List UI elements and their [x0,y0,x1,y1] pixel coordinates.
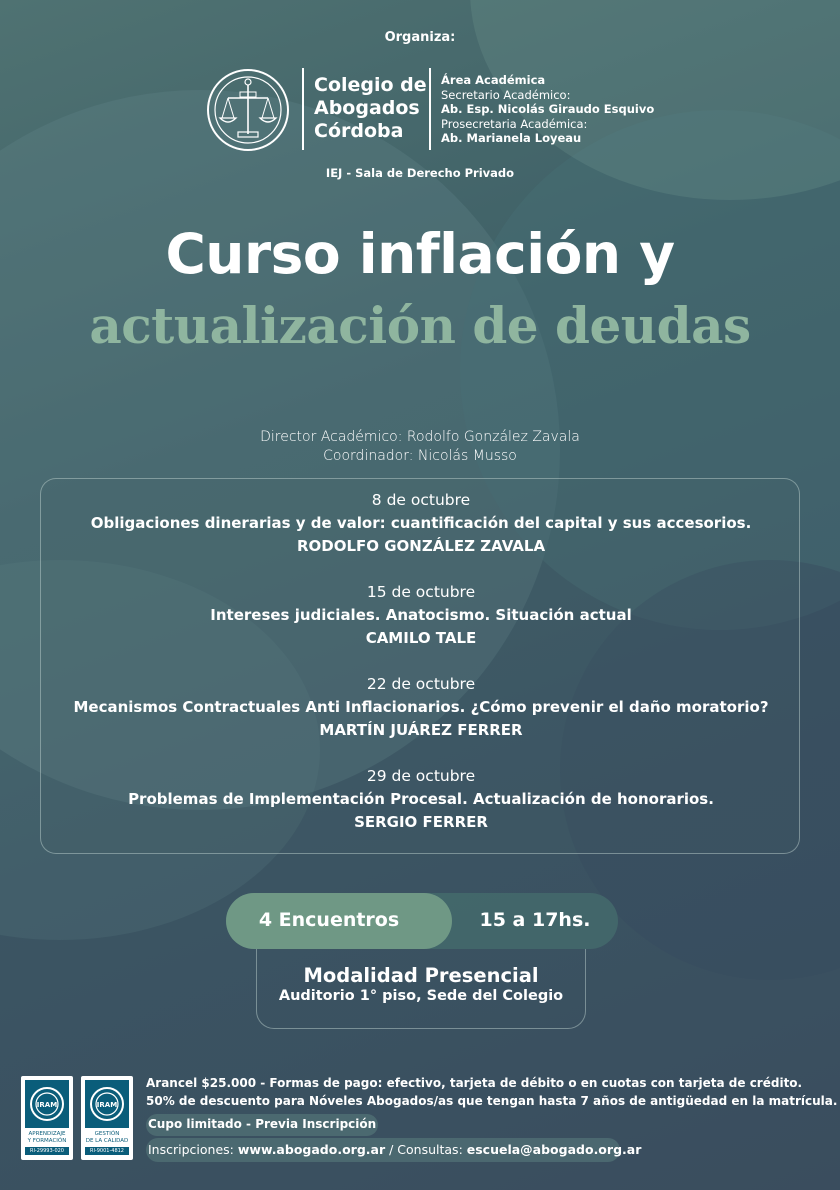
header-divider [429,68,431,150]
directors-block [0,428,840,466]
director-line: Director Académico: Rodolfo González Zavala [260,429,580,445]
auditorio-label: Auditorio 1° piso, Sede del Colegio [278,988,564,1004]
svg-text:IRAM: IRAM [36,1101,58,1109]
session-date: 29 de octubre [366,767,476,785]
modalidad-label: Modalidad Presencial [303,964,539,987]
horario-label: 15 a 17hs. [479,909,591,931]
iram-seal-icon [25,1082,69,1126]
iram-seal-icon [85,1082,129,1126]
session-speaker: CAMILO TALE [365,629,477,647]
course-title-line2: actualización de deudas [89,296,751,355]
session-item [41,673,801,742]
course-title-line1: Curso inflación y [165,222,675,286]
colegio-name: Colegio de Abogados Córdoba [314,74,427,142]
session-date: 15 de octubre [366,583,476,601]
session-speaker: RODOLFO GONZÁLEZ ZAVALA [296,537,546,555]
website-link[interactable]: www.abogado.org.ar [237,1142,386,1157]
session-topic: Intereses judiciales. Anatocismo. Situación actual [210,606,632,624]
fee-line: Arancel $25.000 - Formas de pago: efectivo, tarjeta de débito o en cuotas con tarjeta de crédito. [146,1076,803,1090]
session-speaker: MARTÍN JUÁREZ FERRER [319,721,523,739]
session-topic: Obligaciones dinerarias y de valor: cuantificación del capital y sus accesorios. [90,514,752,532]
sessions-panel [40,478,800,854]
session-date: 8 de octubre [371,491,471,509]
cupo-label: Cupo limitado - Previa Inscripción [148,1117,377,1131]
email-link[interactable]: escuela@abogado.org.ar [466,1142,642,1157]
coordinator-line: Coordinador: Nicolás Musso [323,448,517,464]
session-item [41,489,801,558]
iram-logo-calidad: IRAM GESTIÓN DE LA CALIDAD RI-9001-4812 [81,1076,133,1160]
session-item [41,581,801,650]
organiza-label: Organiza: [384,30,456,45]
session-speaker: SERGIO FERRER [354,813,488,831]
inscripciones-line: Inscripciones: www.abogado.org.ar / Consultas: escuela@abogado.org.ar [148,1142,642,1157]
colegio-seal-icon [206,68,290,152]
discount-line: 50% de descuento para Nóveles Abogados/as que tengan hasta 7 años de antigüedad en la matrícula. [146,1094,838,1108]
header-divider [302,68,304,150]
area-academica-block: Área Académica Secretario Académico: Ab. Esp. Nicolás Giraudo Esquivo Prosecretaria Académica: Ab. Marianela Loyeau [441,73,655,145]
fees-block [146,1074,837,1110]
session-topic: Problemas de Implementación Procesal. Actualización de honorarios. [128,790,714,808]
session-date: 22 de octubre [366,675,476,693]
iram-logo-aprendizaje: IRAM APRENDIZAJE Y FORMACIÓN RI-29993-020 [21,1076,73,1160]
session-topic: Mecanismos Contractuales Anti Inflacionarios. ¿Cómo prevenir el daño moratorio? [73,698,769,716]
svg-text:IRAM: IRAM [96,1101,118,1109]
iej-label: IEJ - Sala de Derecho Privado [325,166,515,180]
session-item [41,765,801,834]
encuentros-label: 4 Encuentros [258,909,400,931]
